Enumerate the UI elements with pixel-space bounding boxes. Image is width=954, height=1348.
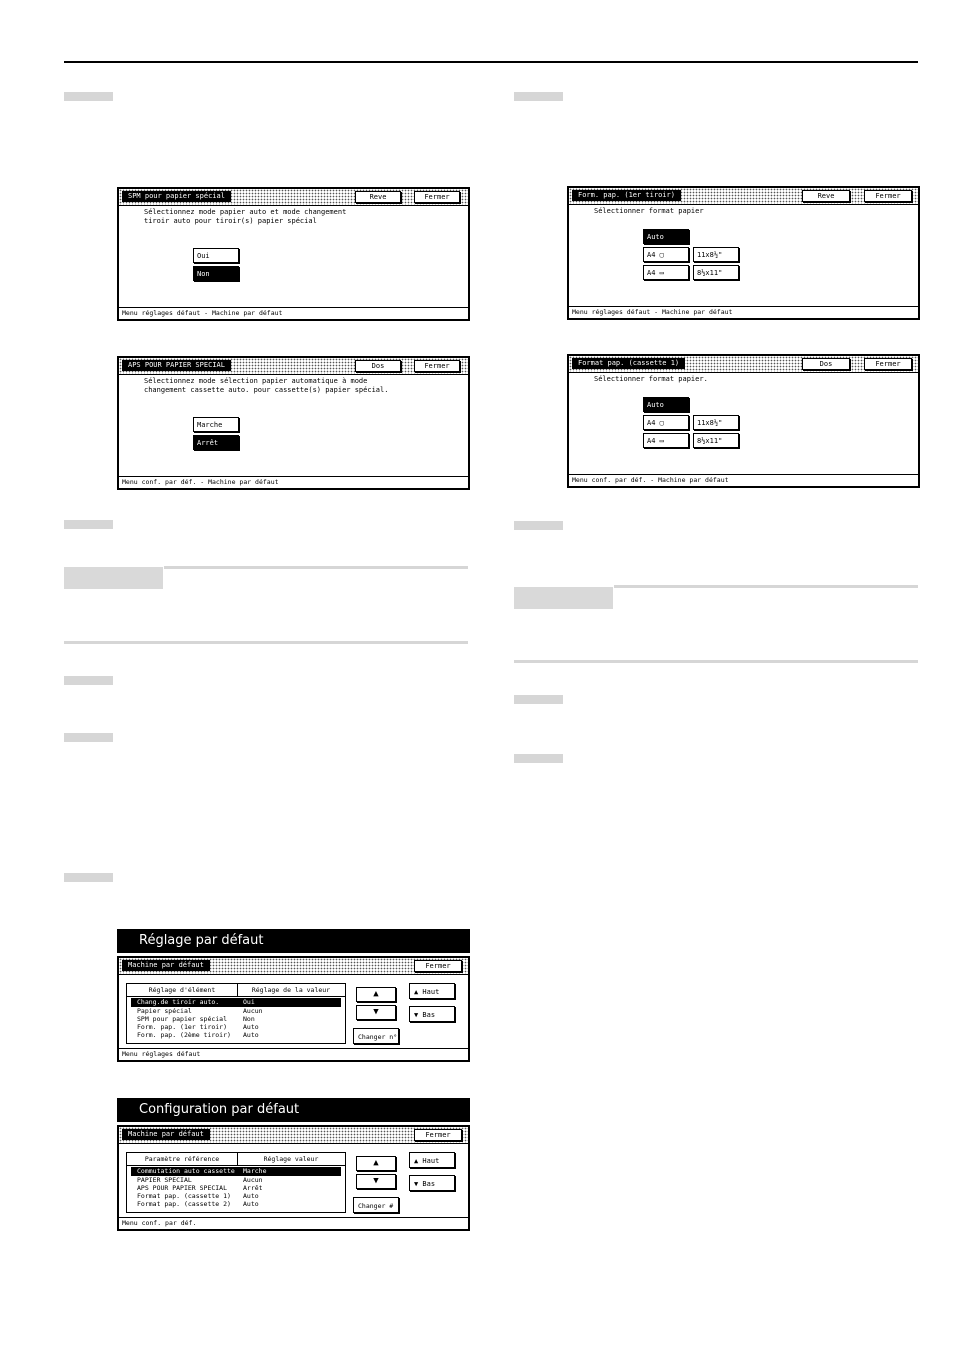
auto-button[interactable]: Auto	[643, 229, 689, 244]
big-title: Réglage par défaut	[117, 929, 470, 953]
letter-button[interactable]: 8½x11"	[693, 433, 739, 448]
screen-header	[119, 189, 468, 206]
close-button[interactable]: Fermer	[864, 190, 912, 202]
screen-header	[119, 358, 468, 375]
screen-title: APS POUR PAPIER SPECIAL	[122, 360, 231, 371]
screen-footer: Menu conf. par déf.	[119, 1217, 468, 1229]
note-end-rule	[64, 641, 468, 644]
row-value: Aucun	[243, 1007, 263, 1015]
note-marker	[514, 587, 613, 609]
list-header	[127, 1153, 345, 1166]
scroll-down-button[interactable]: ▼	[356, 1005, 396, 1020]
back-button[interactable]: Dos	[355, 360, 401, 372]
row-key: Papier spécial	[137, 1007, 192, 1015]
big-title: Configuration par défaut	[117, 1098, 470, 1122]
close-button[interactable]: Fermer	[414, 191, 460, 203]
a4-landscape-button[interactable]: A4 ▭	[643, 433, 689, 448]
letter-r-button[interactable]: 11x8½"	[693, 247, 739, 262]
row-key: PAPIER SPECIAL	[137, 1176, 192, 1184]
column-header-value: Réglage de la valeur	[251, 986, 331, 994]
step-marker	[64, 92, 113, 101]
list-row[interactable]	[131, 1167, 341, 1176]
row-key: APS POUR PAPIER SPECIAL	[137, 1184, 228, 1192]
row-value: Oui	[243, 998, 255, 1006]
screen-header	[119, 1127, 468, 1144]
bas-button[interactable]: ▼ Bas	[409, 1175, 455, 1191]
haut-button[interactable]: ▲ Haut	[409, 983, 455, 999]
scroll-up-button[interactable]: ▲	[356, 987, 396, 1002]
letter-r-button[interactable]: 11x8½"	[693, 415, 739, 430]
step-marker	[514, 92, 563, 101]
back-button[interactable]: Reve	[355, 191, 401, 203]
list-header	[127, 984, 345, 997]
step-marker	[64, 676, 113, 685]
step-marker	[64, 520, 113, 529]
screen-footer: Menu conf. par déf. - Machine par défaut	[119, 476, 468, 488]
screen-title: Format pap. (cassette 1)	[572, 358, 685, 369]
change-button[interactable]: Changer #	[353, 1197, 399, 1213]
column-header-item: Réglage d'élément	[127, 984, 238, 996]
step-marker	[514, 521, 563, 530]
top-rule	[64, 61, 918, 63]
close-button[interactable]: Fermer	[414, 360, 460, 372]
bas-button[interactable]: ▼ Bas	[409, 1006, 455, 1022]
row-value: Auto	[243, 1031, 259, 1039]
screen-title: Form. pap. (1er tiroir)	[572, 190, 681, 201]
option-non-button[interactable]: Non	[193, 266, 239, 281]
screen-header	[569, 356, 918, 373]
screen-footer: Menu réglages défaut - Machine par défaut	[569, 306, 918, 318]
screen-title: SPM pour papier spécial	[122, 191, 231, 202]
instruction-text: Sélectionner format papier.	[594, 375, 708, 383]
change-button[interactable]: Changer n°	[353, 1028, 399, 1044]
spm-screen	[117, 187, 470, 321]
column-header-value: Réglage valeur	[263, 1155, 319, 1163]
settings-list	[126, 983, 346, 1044]
screen-header	[569, 188, 918, 205]
instruction-text: Sélectionnez mode papier auto et mode changement tiroir auto pour tiroir(s) papier spécial	[144, 208, 347, 225]
row-key: Chang.de tiroir auto.	[137, 998, 220, 1006]
option-arret-button[interactable]: Arrêt	[193, 435, 239, 450]
row-key: Format pap. (cassette 1)	[137, 1192, 231, 1200]
list-row[interactable]	[131, 1200, 341, 1209]
row-value: Non	[243, 1015, 255, 1023]
settings-list	[126, 1152, 346, 1213]
letter-button[interactable]: 8½x11"	[693, 265, 739, 280]
haut-button[interactable]: ▲ Haut	[409, 1152, 455, 1168]
row-value: Auto	[243, 1200, 259, 1208]
row-value: Auto	[243, 1192, 259, 1200]
option-marche-button[interactable]: Marche	[193, 417, 239, 432]
back-button[interactable]: Dos	[802, 358, 850, 370]
back-button[interactable]: Reve	[802, 190, 850, 202]
close-button[interactable]: Fermer	[864, 358, 912, 370]
row-value: Marche	[243, 1167, 267, 1175]
a4-portrait-button[interactable]: A4 ▢	[643, 247, 689, 262]
auto-button[interactable]: Auto	[643, 397, 689, 412]
option-oui-button[interactable]: Oui	[193, 248, 239, 263]
row-key: Format pap. (cassette 2)	[137, 1200, 231, 1208]
step-marker	[64, 733, 113, 742]
format-cassette-screen	[567, 354, 920, 488]
close-button[interactable]: Fermer	[414, 1129, 462, 1141]
step-marker	[514, 695, 563, 704]
screen-title: Machine par défaut	[122, 1129, 210, 1140]
instruction-text: Sélectionner format papier	[594, 207, 704, 215]
scroll-up-button[interactable]: ▲	[356, 1156, 396, 1171]
note-marker	[64, 567, 163, 589]
row-value: Arrêt	[243, 1184, 263, 1192]
step-marker	[64, 873, 113, 882]
list-row[interactable]	[131, 998, 341, 1007]
aps-screen	[117, 356, 470, 490]
close-button[interactable]: Fermer	[414, 960, 462, 972]
list-row[interactable]	[131, 1031, 341, 1040]
row-key: SPM pour papier spécial	[137, 1015, 228, 1023]
a4-portrait-button[interactable]: A4 ▢	[643, 415, 689, 430]
note-rule	[164, 566, 468, 569]
column-header-item: Paramètre référence	[127, 1153, 238, 1165]
a4-landscape-button[interactable]: A4 ▭	[643, 265, 689, 280]
reglage-screen	[117, 956, 470, 1062]
note-rule	[614, 585, 918, 588]
form-tiroir-screen	[567, 186, 920, 320]
step-marker	[514, 754, 563, 763]
scroll-down-button[interactable]: ▼	[356, 1174, 396, 1189]
instruction-text: Sélectionnez mode sélection papier automatique à mode changement cassette auto. pour cassette(s) papier spécial.	[144, 377, 389, 394]
row-key: Commutation auto cassette	[137, 1167, 235, 1175]
row-value: Auto	[243, 1023, 259, 1031]
note-end-rule	[514, 660, 918, 663]
screen-footer: Menu réglages défaut - Machine par défaut	[119, 307, 468, 319]
config-screen	[117, 1125, 470, 1231]
row-key: Form. pap. (2ème tiroir)	[137, 1031, 231, 1039]
screen-footer: Menu conf. par déf. - Machine par défaut	[569, 474, 918, 486]
screen-footer: Menu réglages défaut	[119, 1048, 468, 1060]
screen-title: Machine par défaut	[122, 960, 210, 971]
row-key: Form. pap. (1er tiroir)	[137, 1023, 228, 1031]
screen-header	[119, 958, 468, 975]
row-value: Aucun	[243, 1176, 263, 1184]
